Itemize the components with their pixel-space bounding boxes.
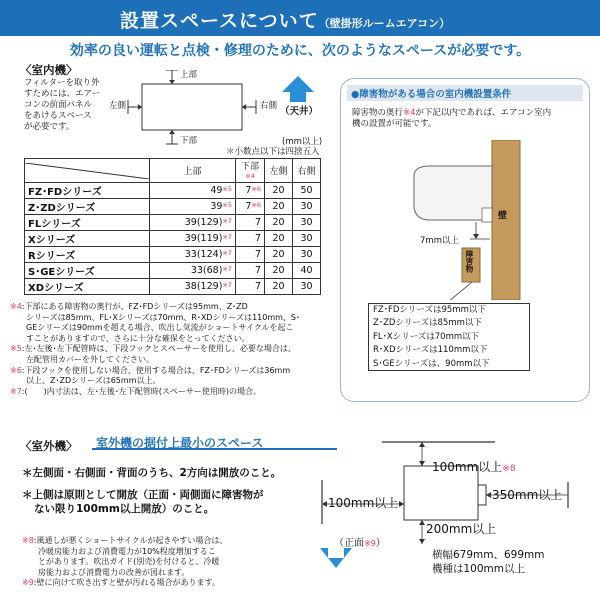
gap-label: 7mm以上 xyxy=(420,236,459,246)
table-corner-cell xyxy=(25,159,150,183)
left-space-label: 100mm以上 xyxy=(328,496,399,510)
header-lower: 下部$^{※4}$ xyxy=(236,159,265,183)
panel-description: 障害物の奥行※4が下記以内であれば、エアコン室内 機の設置が可能です。 xyxy=(352,108,552,129)
table-row: Rシリーズ $33(124)^{※7}$ 7 20 30 xyxy=(25,247,321,263)
table-row: Xシリーズ $39(119)^{※7}$ 7 20 30 xyxy=(25,231,321,247)
right-space-label: 350mm以上 xyxy=(492,488,563,502)
list-item: Z･ZDシリーズは85mm以下 xyxy=(373,318,482,329)
page-header xyxy=(0,0,600,36)
label-ceiling: （天井） xyxy=(280,106,319,117)
obstacle-limit-list xyxy=(368,303,530,371)
front-arrow-icon xyxy=(320,548,352,568)
indoor-unit-shape xyxy=(142,84,242,130)
indoor-description: フィルターを取り外 すためには、エアー コンの前面パネル をあけるスペース が必要です。 xyxy=(24,78,101,132)
list-item: FZ･FDシリーズは95mm以下 xyxy=(373,305,486,315)
list-item: R･XDシリーズは110mm以下 xyxy=(373,345,488,356)
table-row: XDシリーズ $38(129)^{※7}$ 7 20 30 xyxy=(25,279,321,295)
label-bottom: 下部 xyxy=(180,136,198,146)
outdoor-section-title: 〈室外機〉 xyxy=(20,439,78,453)
label-right: 右側 xyxy=(260,101,278,111)
bottom-space-label: 200mm以上 xyxy=(426,522,497,536)
wall-label: 壁 xyxy=(496,210,506,219)
unit-note: (mm以上) xyxy=(282,137,323,147)
clearance-table xyxy=(24,158,321,295)
front-label: （正面※9） xyxy=(334,538,386,549)
rounding-note: ＊小数点以下は四捨五入 xyxy=(226,147,320,157)
outdoor-bullet-2: ＊上側は原則として開放（正面・両側面に障害物が ない限り100mm以上開放）のこと。 xyxy=(22,489,264,515)
page-title: 設置スペースについて（壁掛形ルームエアコン） xyxy=(120,10,451,32)
list-item: FL･Xシリーズは70mm以下 xyxy=(373,331,480,342)
min-space-title: 室外機の据付上最小のスペース xyxy=(96,436,264,450)
panel-title: ●障害物がある場合の室内機設置条件 xyxy=(347,85,583,101)
header-left: 左側 xyxy=(265,159,293,183)
wall-shape xyxy=(492,140,520,300)
label-left: 左側 xyxy=(109,101,127,111)
outdoor-bullet-1: ＊左側面・右側面・背面のうち、2方向は開放のこと。 xyxy=(22,467,282,479)
table-row: FZ･FDシリーズ 49$^{※5}$ 7$^{※6}$ 20 50 xyxy=(25,183,321,199)
width-note: 横幅679mm、699mm 機種は100mm以上 xyxy=(432,549,545,575)
label-top: 上部 xyxy=(180,70,198,80)
header-right: 右側 xyxy=(293,159,321,183)
outdoor-notes: ※8:風通しが悪くショートサイクルが起きやすい場合は、 冷暖房能力および消費電力が10%程度増加するこ とがあります。吹出ガイド(別売)を付けると、冷暖 房能力および消費電力の改善が図れます。 ※9:壁に向けて吹き出すと壁が汚れる場合があります。 xyxy=(22,536,228,588)
header-upper: 上部 xyxy=(150,159,236,183)
top-space-label: 100mm以上※8 xyxy=(432,460,516,474)
table-row: S･GEシリーズ $33(68)^{※7}$ 7 20 40 xyxy=(25,263,321,279)
page-subtitle: 効率の良い運転と点検・修理のために、次のようなスペースが必要です。 xyxy=(69,43,531,59)
indoor-section-title: 〈室内機〉 xyxy=(20,63,78,77)
obstacle-label: 障害物 xyxy=(465,250,474,273)
list-item: S･GEシリーズは、90mm以下 xyxy=(373,358,490,369)
indoor-unit-side-shape xyxy=(414,166,492,220)
indoor-notes: ※4:下部にある障害物の奥行が、FZ･FDシリーズは95mm、Z･ZD シリーズは85mm、FL･Xシリーズは70mm、R･XDシリーズは110mm、S･ GEシリーズは90mmを超える場合、吹出し気流がショートサイクルを起こ すことがありますので、さらに十分な確保をとってください。 ※5:左･左後･左下配管時は、下段フックとスペーサーを使用し、必要な場合は、 左配管用カバーを外してください。 ※6:下段フックを使用しない場合、使用する場合は、FZ･FDシリーズは36mm 以上、Z･ZDシリーズは65mm以上。 ※7:( )内寸法は、左･左後･左下配管時(スペーサー使用時)の場合。 xyxy=(10,302,301,396)
ceiling-arrow-icon xyxy=(282,76,314,102)
table-row: Z･ZDシリーズ 39$^{※5}$ 7$^{※6}$ 20 30 xyxy=(25,199,321,215)
table-header-row xyxy=(25,159,321,183)
table-row: FLシリーズ $39(129)^{※7}$ 7 20 30 xyxy=(25,215,321,231)
obstacle-diagram xyxy=(400,140,540,300)
